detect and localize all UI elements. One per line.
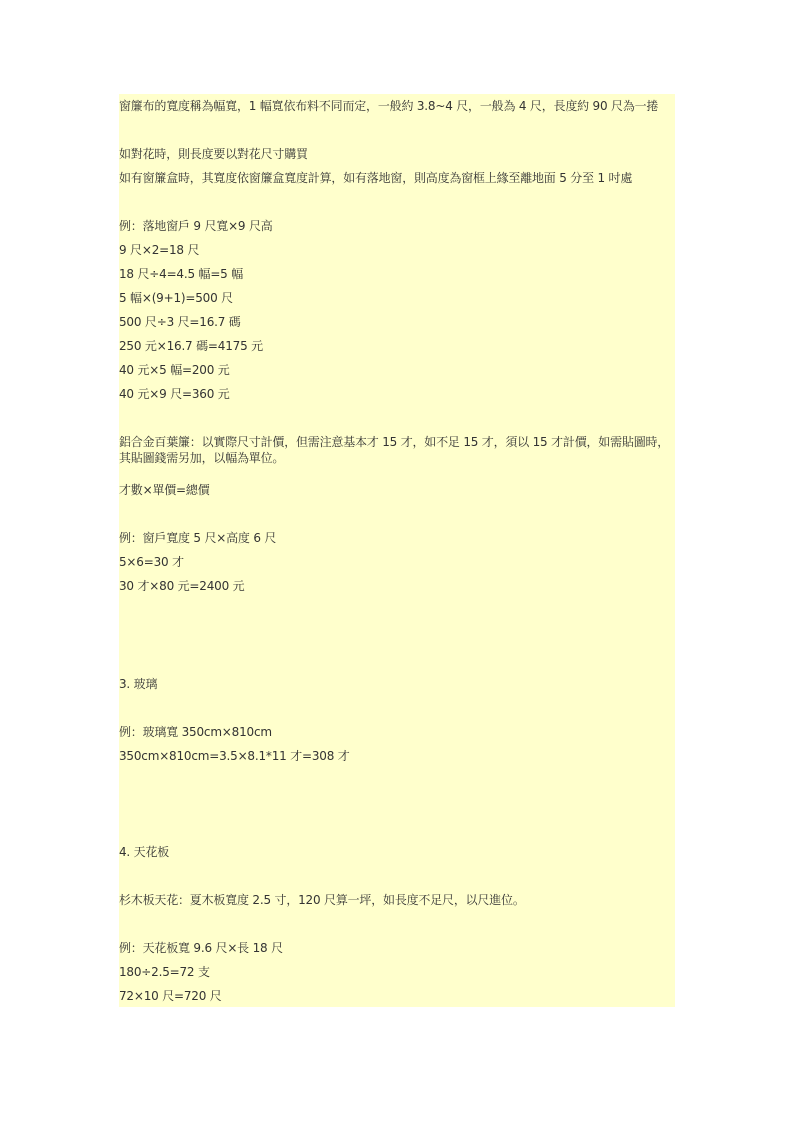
text-line-calc-9: 30 才×80 元=2400 元 <box>119 579 245 593</box>
text-line-calc-10: 350cm×810cm=3.5×8.1*11 才=308 才 <box>119 749 350 763</box>
text-line-calc-12: 72×10 尺=720 尺 <box>119 989 222 1003</box>
text-line-example-4: 例：天花板寬 9.6 尺×長 18 尺 <box>119 941 283 955</box>
text-line-total-formula: 才數×單價=總價 <box>119 483 210 497</box>
document-content <box>119 94 675 1007</box>
text-line-ceiling-board: 杉木板天花：夏木板寬度 2.5 寸，120 尺算一坪，如長度不足尺，以尺進位。 <box>119 893 525 907</box>
text-line-blinds: 鋁合金百葉簾：以實際尺寸計價，但需注意基本才 15 才，如不足 15 才，須以 15 才計價，如需貼圖時，其貼圖錢需另加，以幅為單位。 <box>119 435 670 465</box>
text-line-calc-1: 9 尺×2=18 尺 <box>119 243 200 257</box>
text-line-curtain-width: 窗簾布的寬度稱為幅寬，1 幅寬依布料不同而定，一般約 3.8~4 尺，一般為 4 尺，長度約 90 尺為一捲 <box>119 99 659 113</box>
text-line-calc-3: 5 幅×(9+1)=500 尺 <box>119 291 233 305</box>
section-heading-ceiling: 4. 天花板 <box>119 845 170 859</box>
text-line-calc-8: 5×6=30 才 <box>119 555 184 569</box>
text-line-example-3: 例：玻璃寬 350cm×810cm <box>119 725 272 739</box>
text-line-curtain-box: 如有窗簾盒時，其寬度依窗簾盒寬度計算，如有落地窗，則高度為窗框上緣至離地面 5 分至 1 吋處 <box>119 171 633 185</box>
text-line-calc-5: 250 元×16.7 碼=4175 元 <box>119 339 263 353</box>
text-line-calc-6: 40 元×5 幅=200 元 <box>119 363 230 377</box>
text-line-calc-7: 40 元×9 尺=360 元 <box>119 387 230 401</box>
text-line-calc-11: 180÷2.5=72 支 <box>119 965 210 979</box>
text-line-calc-4: 500 尺÷3 尺=16.7 碼 <box>119 315 241 329</box>
text-line-example-1: 例：落地窗戶 9 尺寬×9 尺高 <box>119 219 273 233</box>
text-line-calc-2: 18 尺÷4=4.5 幅=5 幅 <box>119 267 244 281</box>
section-heading-glass: 3. 玻璃 <box>119 677 158 691</box>
text-line-example-2: 例：窗戶寬度 5 尺×高度 6 尺 <box>119 531 277 545</box>
text-line-pattern-matching: 如對花時，則長度要以對花尺寸購買 <box>119 147 308 161</box>
